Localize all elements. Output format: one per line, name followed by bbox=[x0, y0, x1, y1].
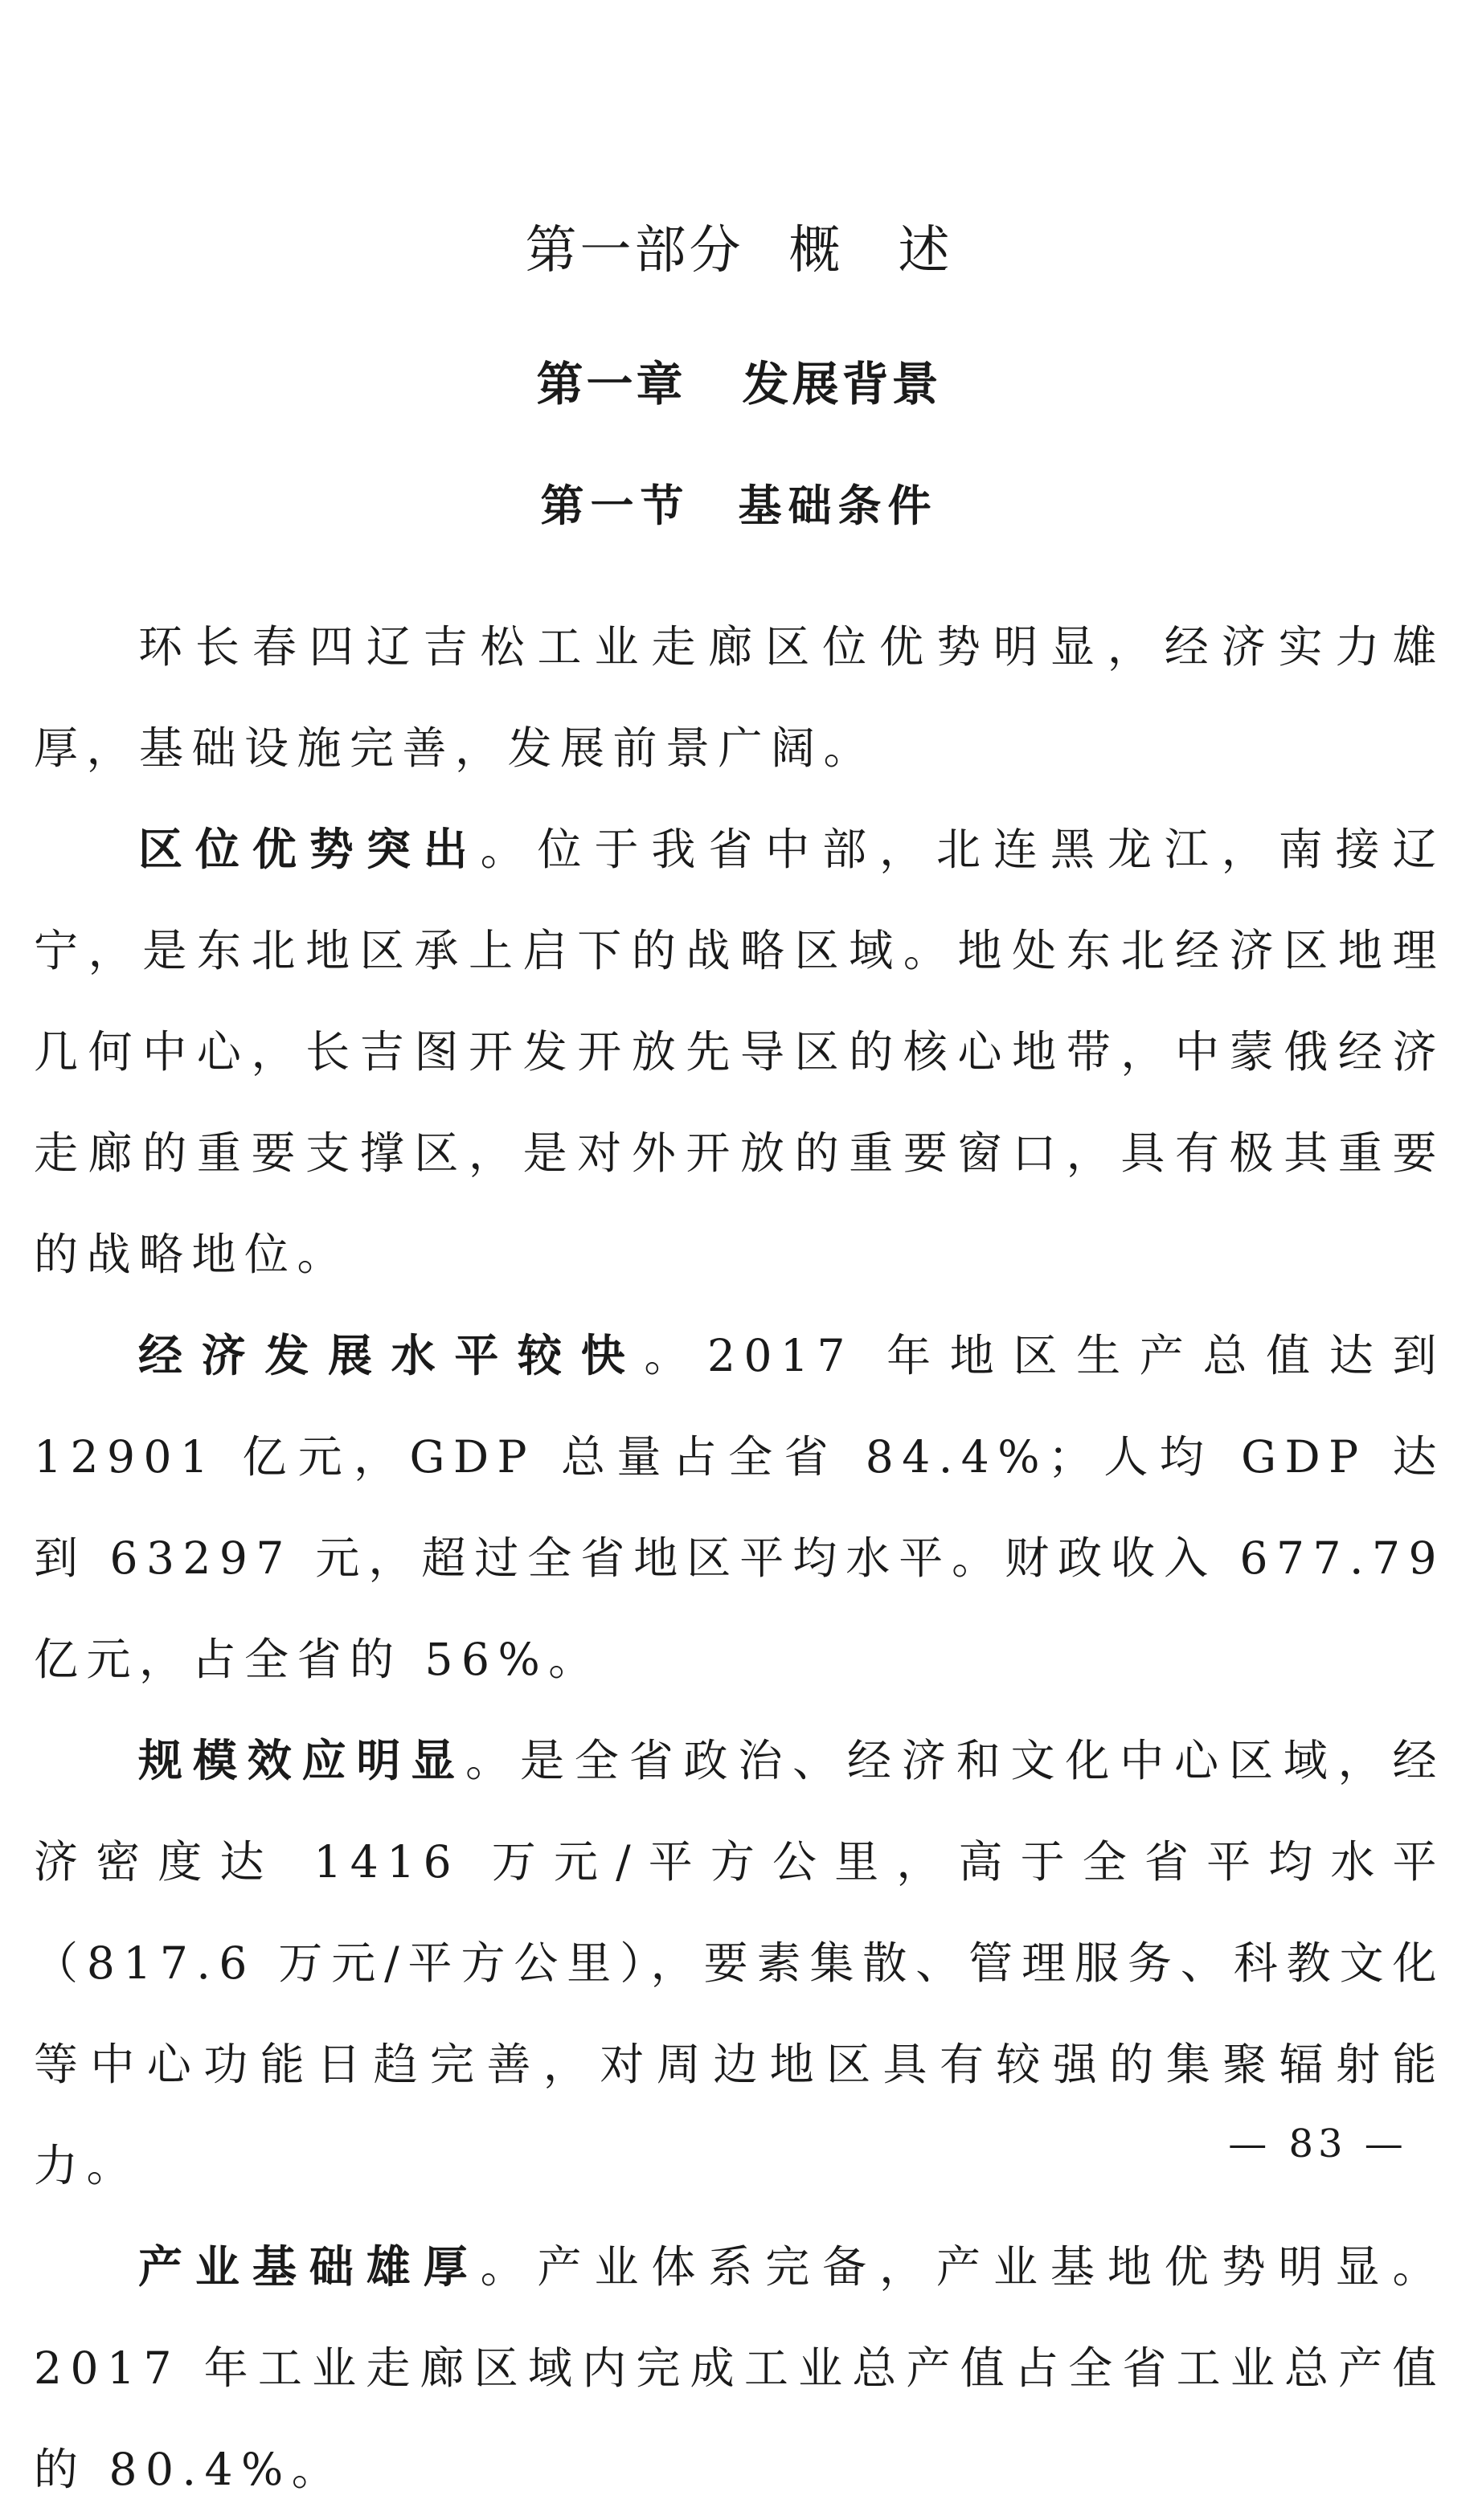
paragraph-text: 。产业体系完备，产业基地优势明显。2017 年工业走廊区域内完成工业总产值占全省工业总产值的 80.4%。 bbox=[34, 2241, 1445, 2495]
section-title-name: 基础条件 bbox=[738, 480, 938, 531]
paragraph-lead: 经济发展水平较快 bbox=[138, 1329, 645, 1381]
part-title bbox=[0, 219, 1478, 283]
paragraph-economic-level bbox=[34, 1305, 1445, 1710]
chapter-title-prefix: 第一章 bbox=[536, 357, 686, 411]
part-title-prefix: 第一部分 bbox=[525, 221, 744, 280]
paragraph-location-advantage bbox=[34, 799, 1445, 1305]
paragraph-text: 。是全省政治、经济和文化中心区域，经济密度达 1416 万元/平方公里，高于全省平均水平（817.6 万元/平方公里），要素集散、管理服务、科教文化等中心功能日趋完善，对周边地区具有较强的集聚辐射能力。 bbox=[34, 1735, 1445, 2191]
part-title-name: 概 述 bbox=[788, 221, 953, 280]
paragraph-industrial-base bbox=[34, 2216, 1445, 2520]
paragraph-text: 。2017 年地区生产总值达到 12901 亿元，GDP 总量占全省 84.4%；人均 GDP 达到 63297 元，超过全省地区平均水平。财政收入 677.79 亿元，占全省的 56%。 bbox=[34, 1330, 1446, 1685]
page-number: — 83 — bbox=[1228, 2121, 1408, 2166]
chapter-title bbox=[0, 354, 1478, 415]
paragraph-text: 环长春四辽吉松工业走廊区位优势明显，经济实力雄厚，基础设施完善，发展前景广阔。 bbox=[34, 621, 1445, 774]
section-title-prefix: 第一节 bbox=[540, 480, 690, 531]
paragraph-lead: 规模效应明显 bbox=[138, 1734, 466, 1786]
paragraph-text: 。位于我省中部，北连黑龙江，南接辽宁，是东北地区承上启下的战略区域。地处东北经济区地理几何中心，长吉图开发开放先导区的核心地带，中蒙俄经济走廊的重要支撑区，是对外开放的重要窗口，具有极其重要的战略地位。 bbox=[34, 824, 1445, 1280]
paragraph-lead: 区位优势突出 bbox=[138, 823, 481, 875]
section-title bbox=[0, 477, 1478, 534]
paragraph-lead: 产业基础雄厚 bbox=[138, 2240, 481, 2293]
chapter-title-name: 发展背景 bbox=[742, 357, 942, 411]
paragraph-intro bbox=[34, 596, 1445, 799]
body-text bbox=[34, 596, 1445, 2520]
